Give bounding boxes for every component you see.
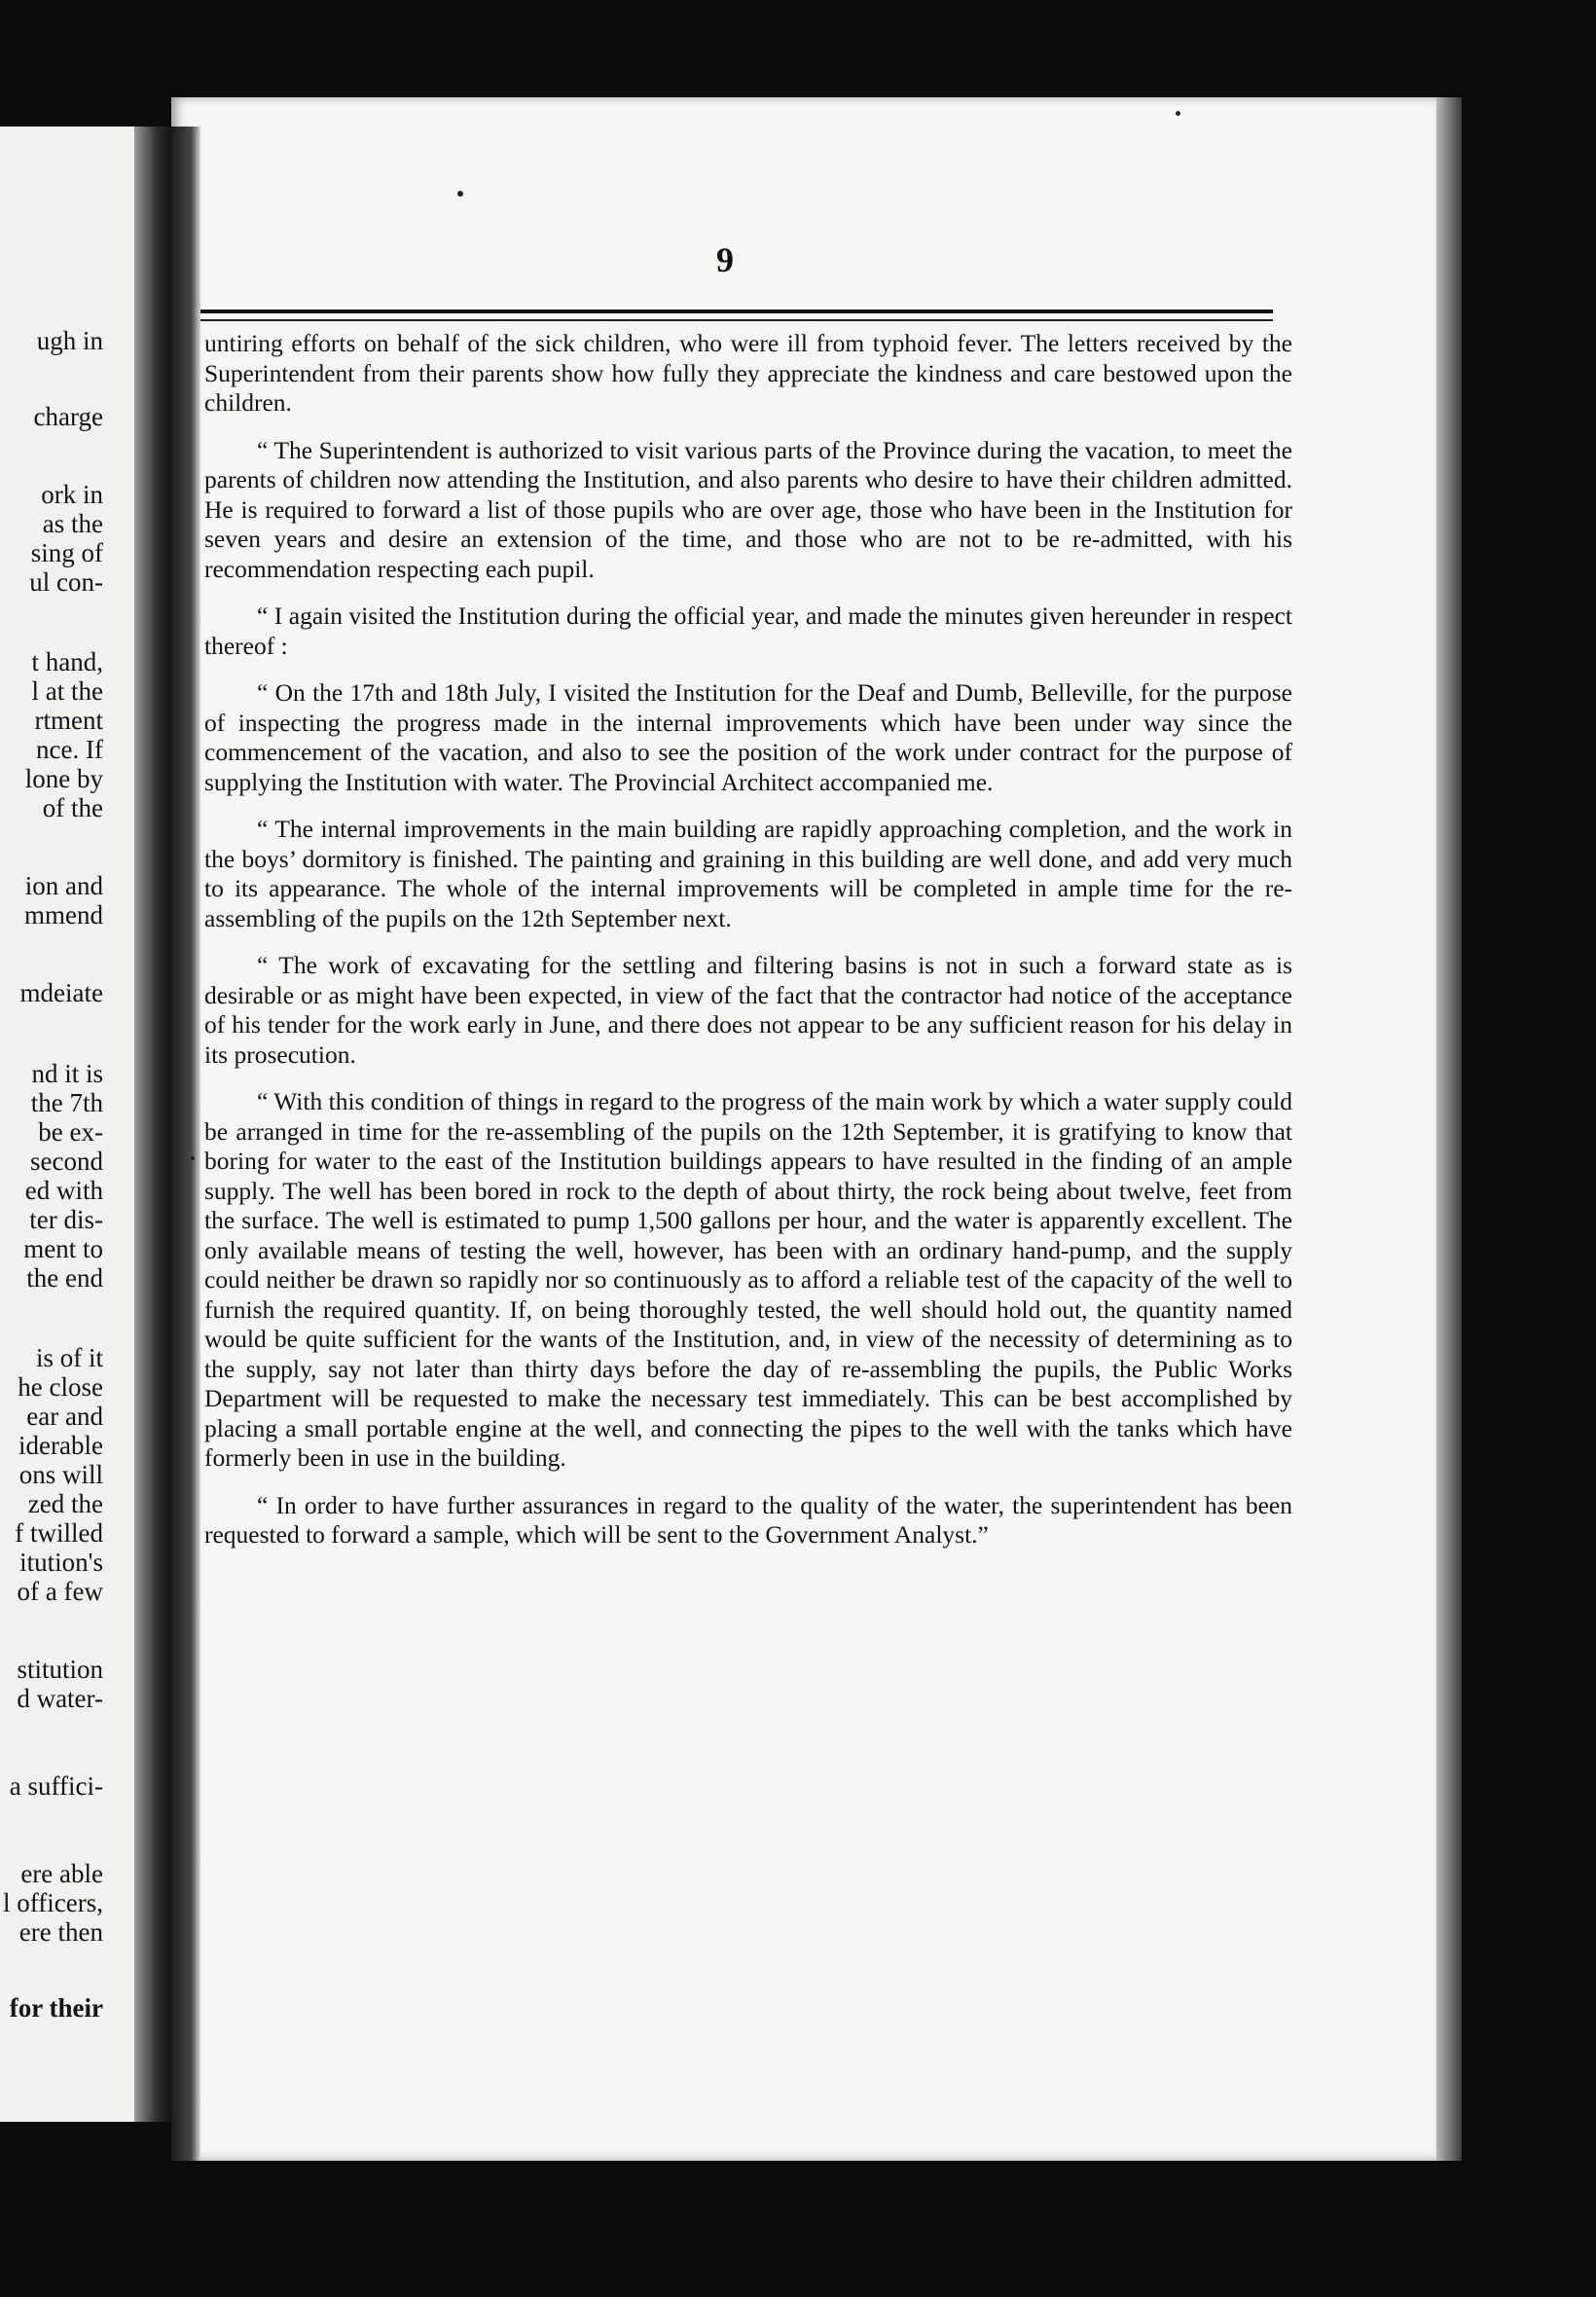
facing-page-fragment: ere then xyxy=(18,1917,103,1947)
facing-page-fragment: ter dis- xyxy=(29,1205,103,1234)
page-number: 9 xyxy=(716,240,734,279)
paragraph: “ In order to have further assurances in regard to the quality of the water, the superintendent has been requested to forward a sample, which will be sent to the Government Analyst.” xyxy=(204,1490,1292,1549)
facing-page-fragment: ed with xyxy=(24,1176,103,1205)
paragraph: “ The internal improvements in the main building are rapidly approaching completion, and the work in the boys’ dormitory is finished. The painting and graining in this building are well done, and add very much to its appearance. The whole of the internal improvements will be completed in ample time for the re-assembling of the pupils on the 12th September next. xyxy=(204,815,1292,932)
facing-page-fragment: for their xyxy=(9,1993,103,2023)
facing-page-fragment: is of it xyxy=(35,1343,103,1372)
facing-page-fragment: as the xyxy=(42,509,103,538)
facing-page-fragment: zed the xyxy=(27,1489,103,1518)
paragraph: “ I again visited the Institution during the official year, and made the minutes given hereunder in respect thereof : xyxy=(204,602,1292,660)
facing-page-fragment: ork in xyxy=(41,480,103,509)
facing-page-fragment: ere able xyxy=(20,1859,103,1888)
facing-page-fragment: of a few xyxy=(17,1577,103,1606)
facing-page-fragment: of the xyxy=(42,793,103,822)
facing-page-fragment: stitution xyxy=(17,1655,103,1684)
facing-page-fragment: ion and xyxy=(24,871,103,900)
paragraph: “ With this condition of things in regard to the progress of the main work by which a water supply could be arranged in time for the re-assembling of the pupils on the 12th September, it is gratifying to know that boring for water to the east of the Institution buildings appears to have resulted in the finding of an ample supply. The well has been bored in rock to the depth of about thirty, the rock being about twelve, feet from the surface. The well is estimated to pump 1,500 gallons per hour, and the water is apparently excellent. The only available means of testing the well, however, has been with an ordinary hand-pump, and the supply could neither be drawn so rapidly nor so continuously as to afford a reliable test of the capacity of the well to furnish the required quantity. If, on being thoroughly tested, the well should hold out, the quantity named would be quite sufficient for the wants of the Institution, and, in view of the necessity of determining as to the supply, say not later than thirty days before the day of re-assembling the pupils, the Public Works Department will be requested to make the necessary test immediately. This can be best accomplished by placing a small portable engine at the well, and connecting the pipes to the well with the tanks which have formerly been in use in the building. xyxy=(204,1087,1292,1472)
facing-page-fragment: charge xyxy=(33,402,103,431)
header-rule xyxy=(200,310,1273,313)
facing-page-fragment: a suffici- xyxy=(9,1771,103,1801)
print-speck xyxy=(457,191,463,197)
facing-page-fragment: ul con- xyxy=(29,567,103,597)
paragraph: “ On the 17th and 18th July, I visited the Institution for the Deaf and Dumb, Belleville, for the purpose of inspecting the progress made in the internal improvements which have been under way since the commencement of the vacation, and also to see the position of the work under contract for the purpose of supplying the Institution with water. The Provincial Architect accompanied me. xyxy=(204,678,1292,796)
paragraph: “ The Superintendent is authorized to visit various parts of the Province during the vacation, to meet the parents of children now attending the Institution, and also parents who desire to have their children admitted. He is required to forward a list of those pupils who are over age, those who have been in the Institution for seven years and desire an extension of the time, and those who are not to be re-admitted, with his recommendation respecting each pupil. xyxy=(204,435,1292,583)
facing-page-fragment: itution's xyxy=(19,1548,103,1577)
facing-page-left xyxy=(0,127,154,2122)
facing-page-fragment: ear and xyxy=(26,1402,103,1431)
paragraph: untiring efforts on behalf of the sick children, who were ill from typhoid fever. The letters received by the Superintendent from their parents show how fully they appreciate the kindness and care bestowed upon the children. xyxy=(204,329,1292,417)
facing-page-fragment: rtment xyxy=(34,706,103,735)
print-speck xyxy=(191,1156,195,1160)
facing-page-fragment: iderable xyxy=(18,1431,103,1460)
facing-page-fragment: the 7th xyxy=(30,1088,103,1117)
body-text xyxy=(204,329,1292,1568)
facing-page-fragment: t hand, xyxy=(31,647,103,676)
header-rule-thin xyxy=(200,319,1273,321)
facing-page-fragment: ugh in xyxy=(36,326,103,355)
facing-page-fragment: be ex- xyxy=(38,1117,103,1147)
facing-page-fragment: ment to xyxy=(23,1234,103,1263)
facing-page-fragment: nd it is xyxy=(31,1059,103,1088)
facing-page-fragment: the end xyxy=(26,1263,103,1293)
facing-page-fragment: he close xyxy=(18,1372,103,1402)
print-speck xyxy=(1176,111,1180,116)
facing-page-fragment: sing of xyxy=(30,538,103,567)
facing-page-fragment: second xyxy=(30,1147,103,1176)
facing-page-fragment: f twilled xyxy=(15,1518,103,1548)
page-edge-shadow xyxy=(1436,97,1462,2161)
facing-page-fragment: nce. If xyxy=(36,735,103,764)
facing-page-fragment: l officers, xyxy=(3,1888,103,1917)
facing-page-fragment: mdeiate xyxy=(19,978,103,1007)
facing-page-fragment: d water- xyxy=(17,1684,103,1713)
page-binding-shadow xyxy=(171,127,200,2161)
facing-page-fragment: mmend xyxy=(24,900,103,930)
facing-page-fragment: ons will xyxy=(18,1460,103,1489)
paragraph: “ The work of excavating for the settling and filtering basins is not in such a forward state as is desirable or as might have been expected, in view of the fact that the contractor had notice of the acceptance of his tender for the work early in June, and there does not appear to be any sufficient reason for his delay in its prosecution. xyxy=(204,951,1292,1069)
facing-page-fragment: lone by xyxy=(24,764,103,793)
facing-page-fragment: l at the xyxy=(31,676,103,706)
page-gutter xyxy=(134,127,173,2122)
